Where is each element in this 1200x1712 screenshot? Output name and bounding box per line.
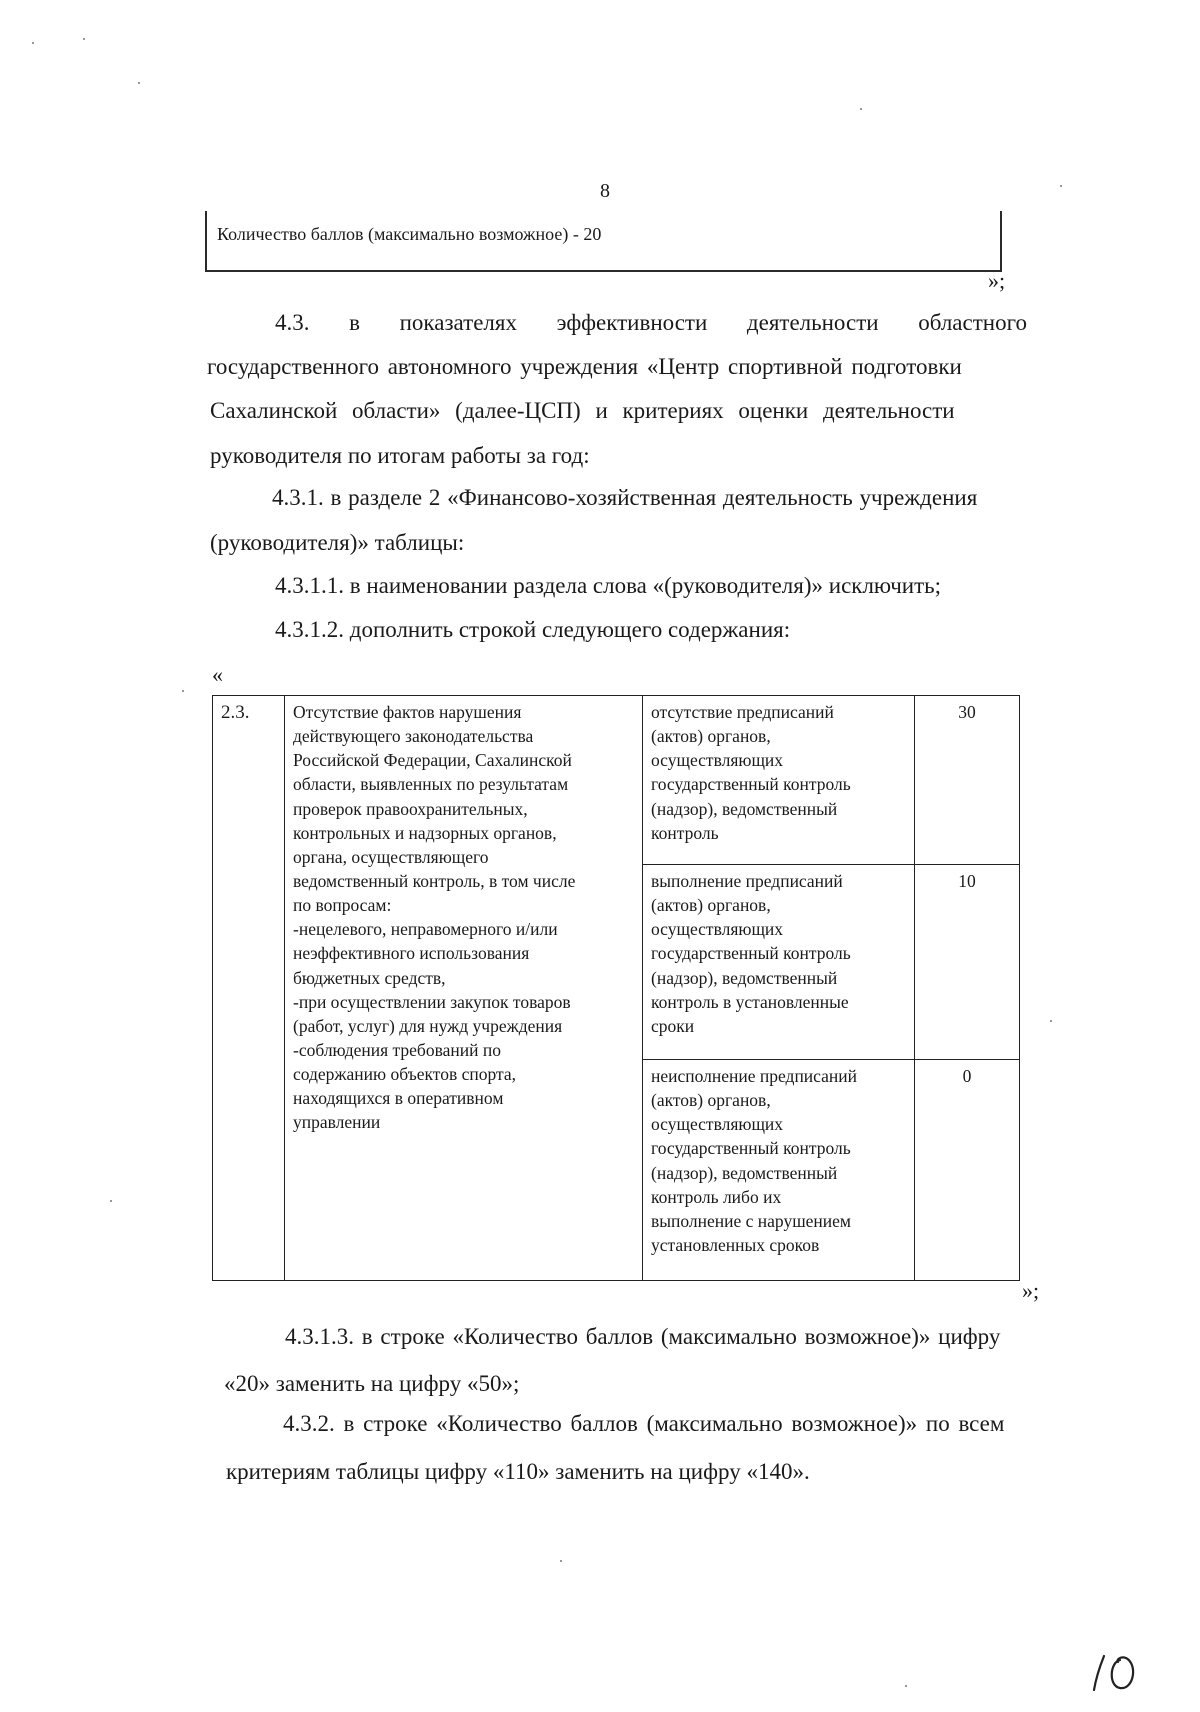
opening-quote: «	[212, 662, 223, 687]
indicator-line: осуществляющих	[651, 919, 784, 940]
criterion-number-cell	[213, 696, 285, 1281]
criterion-line: Российской Федерации, Сахалинской	[293, 750, 572, 771]
table-row	[213, 696, 1020, 865]
word: деятельности	[746, 310, 879, 335]
indicator-line: (актов) органов,	[651, 1090, 771, 1111]
indicator-line: выполнение предписаний	[651, 871, 843, 891]
criterion-line: области, выявленных по результатам	[293, 774, 569, 795]
indicator-cell	[643, 696, 915, 865]
scan-speck	[560, 1560, 562, 1562]
criterion-line: Отсутствие фактов нарушения	[293, 702, 522, 722]
paragraph-4-3-1-3-line-1: 4.3.1.3. в строке «Количество баллов (максимально возможное)» цифру	[285, 1324, 1001, 1349]
criterion-line: проверок правоохранительных,	[293, 798, 528, 819]
indicator-cell	[643, 1060, 915, 1281]
scan-speck	[860, 108, 862, 110]
indicator-line: осуществляющих	[651, 1114, 784, 1135]
criterion-line: содержанию объектов спорта,	[293, 1064, 516, 1085]
max-points-row: Количество баллов (максимально возможное) - 20	[217, 224, 602, 244]
criterion-line: -нецелевого, неправомерного и/или	[293, 919, 558, 940]
scan-speck	[1050, 1020, 1052, 1022]
criterion-number: 2.3.	[221, 702, 250, 723]
paragraph-4-3-line-4: руководителя по итогам работы за год:	[210, 443, 590, 468]
scan-speck	[110, 1200, 112, 1202]
paragraph-4-3-1-1: 4.3.1.1. в наименовании раздела слова «(руководителя)» исключить;	[275, 573, 942, 598]
criterion-line: -при осуществлении закупок товаров	[293, 991, 571, 1012]
indicator-line: контроль в установленные	[651, 991, 849, 1012]
criterion-line: неэффективного использования	[293, 943, 530, 964]
points-cell	[915, 696, 1020, 865]
closing-quote: »;	[1022, 1278, 1040, 1303]
paragraph-4-3-line-2: государственного автономного учреждения «Центр спортивной подготовки	[207, 354, 962, 379]
indicator-line: контроль	[651, 822, 719, 843]
page-number: 8	[600, 180, 610, 202]
paragraph-4-3-1-2: 4.3.1.2. дополнить строкой следующего содержания:	[275, 617, 791, 642]
points-value: 0	[962, 1066, 972, 1086]
indicator-line: сроки	[651, 1015, 695, 1036]
paragraph-4-3-2-line-2: критериям таблицы цифру «110» заменить на цифру «140».	[226, 1459, 810, 1484]
previous-table-tail	[205, 211, 1002, 272]
criterion-line: контрольных и надзорных органов,	[293, 822, 557, 843]
paragraph-4-3-2-line-1: 4.3.2. в строке «Количество баллов (максимально возможное)» по всем	[283, 1411, 1005, 1436]
criterion-line: -соблюдения требований по	[293, 1039, 501, 1060]
scan-speck	[83, 38, 85, 40]
indicator-cell	[643, 865, 915, 1060]
paragraph-4-3-line-1	[275, 310, 1027, 336]
indicator-line: (надзор), ведомственный	[651, 967, 838, 988]
criterion-text-cell	[285, 696, 643, 1281]
word: областного	[918, 310, 1027, 335]
indicator-line: (актов) органов,	[651, 726, 771, 747]
scan-speck	[1060, 185, 1062, 187]
criterion-line: по вопросам:	[293, 895, 392, 916]
word: эффективности	[556, 310, 708, 335]
scan-speck	[905, 1685, 907, 1687]
points-value: 30	[958, 702, 976, 722]
indicator-line: осуществляющих	[651, 750, 784, 771]
indicator-line: отсутствие предписаний	[651, 702, 834, 722]
word: в	[349, 310, 360, 335]
scan-speck	[32, 42, 34, 44]
points-cell	[915, 865, 1020, 1060]
indicator-line: установленных сроков	[651, 1234, 820, 1255]
indicator-line: государственный контроль	[651, 943, 851, 964]
indicator-line: (актов) органов,	[651, 895, 771, 916]
criterion-line: управлении	[293, 1112, 381, 1133]
points-cell	[915, 1060, 1020, 1281]
indicator-line: (надзор), ведомственный	[651, 798, 838, 819]
indicator-line: контроль либо их	[651, 1186, 782, 1207]
criterion-line: (работ, услуг) для нужд учреждения	[293, 1015, 563, 1036]
indicator-line: (надзор), ведомственный	[651, 1162, 838, 1183]
scan-speck	[138, 82, 140, 84]
indicator-line: неисполнение предписаний	[651, 1066, 858, 1086]
indicator-line: выполнение с нарушением	[651, 1210, 852, 1231]
handwritten-page-number	[1090, 1648, 1150, 1696]
closing-quote: »;	[988, 268, 1006, 293]
indicator-line: государственный контроль	[651, 774, 851, 795]
paragraph-4-3-1-line-2: (руководителя)» таблицы:	[210, 530, 465, 555]
paragraph-4-3-1-line-1: 4.3.1. в разделе 2 «Финансово-хозяйственная деятельность учреждения	[272, 485, 978, 510]
criterion-line: ведомственный контроль, в том числе	[293, 870, 576, 891]
points-value: 10	[958, 871, 976, 891]
criterion-line: находящихся в оперативном	[293, 1088, 504, 1109]
indicator-line: государственный контроль	[651, 1138, 851, 1159]
paragraph-4-3-1-3-line-2: «20» заменить на цифру «50»;	[224, 1371, 520, 1396]
criteria-table	[212, 695, 1020, 1281]
word: показателях	[399, 310, 517, 335]
criterion-line: действующего законодательства	[293, 726, 534, 747]
scan-speck	[182, 690, 184, 692]
criterion-line: бюджетных средств,	[293, 967, 446, 988]
word: 4.3.	[275, 310, 310, 335]
criterion-line: органа, осуществляющего	[293, 846, 489, 867]
paragraph-4-3-line-3: Сахалинской области» (далее-ЦСП) и критериях оценки деятельности	[210, 398, 955, 423]
